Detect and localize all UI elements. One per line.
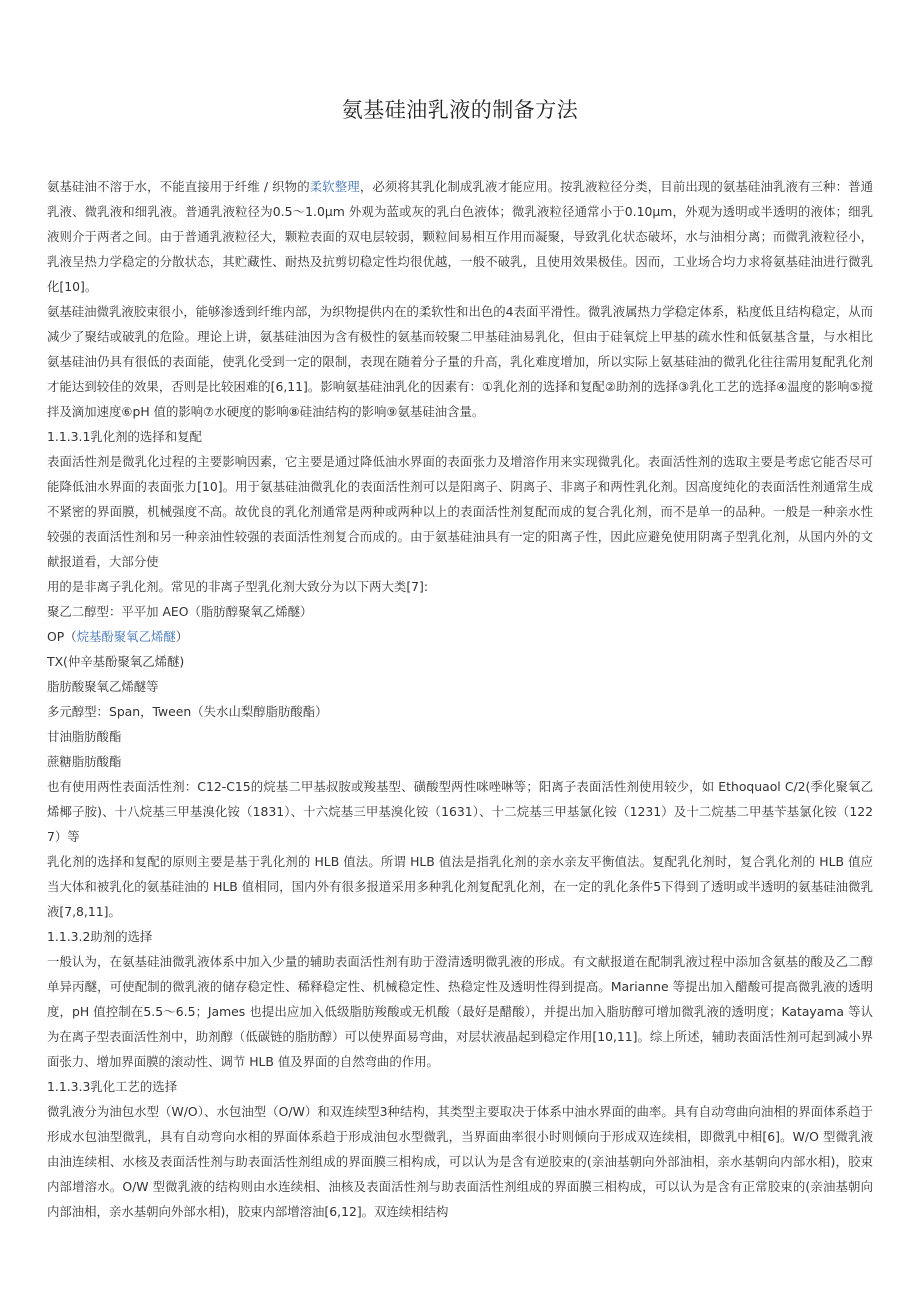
paragraph-intro-text-after: ，必须将其乳化制成乳液才能应用。按乳液粒径分类，目前出现的氨基硅油乳液有三种：普通乳液、微乳液和细乳液。普通乳液粒径为0.5～1.0μm 外观为蓝或灰的乳白色液体；微乳液粒径通常小于0.10μm，外观为透明或半透明的液体；细乳液则介于两者之间。由于普通乳液粒径大，颗粒表面的双电层较弱，颗粒间易相互作用而凝聚，导致乳化状态破坏，水与油相分离；而微乳液粒径小，乳液呈热力学稳定的分散状态，其贮藏性、耐热及抗剪切稳定性均很优越，一般不破乳，且使用效果极佳。因而，工业场合均力求将氨基硅油进行微乳化[10]。 bbox=[47, 179, 874, 294]
paragraph-intro-text-before: 氨基硅油不溶于水，不能直接用于纤维 / 织物的 bbox=[47, 179, 310, 194]
paragraph-auxiliary: 一般认为，在氨基硅油微乳液体系中加入少量的辅助表面活性剂有助于澄清透明微乳液的形成。有文献报道在配制乳液过程中添加含氨基的酸及乙二醇单异丙醚，可使配制的微乳液的储存稳定性、稀释稳定性、机械稳定性、热稳定性及透明性得到提高。Marianne 等提出加入醋酸可提高微乳液的透明度，pH 值控制在5.5～6.5；James 也提出应加入低级脂肪羧酸或无机酸（最好是醋酸），并提出加入脂肪醇可增加微乳液的透明度；Katayama 等认为在离子型表面活性剂中，助剂醇（低碳链的脂肪醇）可以使界面易弯曲，对层状液晶起到稳定作用[10,11]。综上所述，辅助表面活性剂可起到减小界面张力、增加界面膜的滚动性、调节 HLB 值及界面的自然弯曲的作用。 bbox=[47, 954, 873, 1069]
list-item-glycerol: 甘油脂肪酸酯 bbox=[47, 729, 122, 744]
paragraph-amphoteric: 也有使用两性表面活性剂：C12-C15的烷基二甲基叔胺或羧基型、磺酸型两性咪唑啉等；阳离子表面活性剂使用较少，如 Ethoquaol C/2(季化聚氧乙烯椰子胺)、十八烷基三甲基溴化铵（1831）、十六烷基三甲基溴化铵（1631）、十二烷基三甲基氯化铵（1231）及十二烷基二甲基苄基氯化铵（1227）等 bbox=[47, 779, 873, 844]
link-softening-finish[interactable]: 柔软整理 bbox=[309, 179, 360, 194]
list-item-polyol: 多元醇型：Span，Tween（失水山梨醇脂肪酸酯） bbox=[47, 704, 328, 719]
section-heading-1-1-3-3: 1.1.3.3乳化工艺的选择 bbox=[47, 1079, 178, 1094]
list-item-sucrose: 蔗糖脂肪酸酯 bbox=[47, 754, 122, 769]
list-item-peg: 聚乙二醇型：平平加 AEO（脂肪醇聚氧乙烯醚） bbox=[47, 604, 313, 619]
section-heading-1-1-3-2: 1.1.3.2助剂的选择 bbox=[47, 929, 153, 944]
paragraph-microemulsion: 氨基硅油微乳液胶束很小，能够渗透到纤维内部，为织物提供内在的柔软性和出色的4表面平滑性。微乳液属热力学稳定体系，粘度低且结构稳定，从而减少了聚结或破乳的危险。理论上讲，氨基硅油因为含有极性的氨基而较聚二甲基硅油易乳化，但由于硅氧烷上甲基的疏水性和低氨基含量，与水相比氨基硅油仍具有很低的表面能，使乳化受到一定的限制，表现在随着分子量的升高，乳化难度增加，所以实际上氨基硅油的微乳化往往需用复配乳化剂才能达到较佳的效果，否则是比较困难的[6,11]。影响氨基硅油乳化的因素有：①乳化剂的选择和复配②助剂的选择③乳化工艺的选择④温度的影响⑤搅拌及滴加速度⑥pH 值的影响⑦水硬度的影响⑧硅油结构的影响⑨氨基硅油含量。 bbox=[47, 304, 873, 419]
paragraph-process: 微乳液分为油包水型（W/O）、水包油型（O/W）和双连续型3种结构，其类型主要取决于体系中油水界面的曲率。具有自动弯曲向油相的界面体系趋于形成水包油型微乳，具有自动弯向水相的界面体系趋于形成油包水型微乳，当界面曲率很小时则倾向于形成双连续相，即微乳中相[6]。W/O 型微乳液由油连续相、水核及表面活性剂与助表面活性剂组成的界面膜三相构成，可以认为是含有逆胶束的(亲油基朝向外部油相，亲水基朝向内部水相)，胶束内部增溶水。O/W 型微乳液的结构则由水连续相、油核及表面活性剂与助表面活性剂组成的界面膜三相构成，可以认为是含有正常胶束的(亲油基朝向内部油相，亲水基朝向外部水相)，胶束内部增溶油[6,12]。双连续相结构 bbox=[47, 1104, 873, 1219]
list-item-tx: TX(仲辛基酚聚氧乙烯醚) bbox=[47, 654, 185, 669]
list-item-op-text-after: ） bbox=[175, 629, 189, 644]
paragraph-intro bbox=[47, 174, 873, 299]
document-body bbox=[47, 174, 873, 1224]
document-title: 氨基硅油乳液的制备方法 bbox=[341, 98, 579, 122]
paragraph-hlb: 乳化剂的选择和复配的原则主要是基于乳化剂的 HLB 值法。所谓 HLB 值法是指乳化剂的亲水亲友平衡值法。复配乳化剂时，复合乳化剂的 HLB 值应当大体和被乳化的氨基硅油的 HLB 值相同，国内外有很多报道采用多种乳化剂复配乳化剂，在一定的乳化条件5下得到了透明或半透明的氨基硅油微乳液[7,8,11]。 bbox=[47, 854, 873, 919]
section-heading-1-1-3-1: 1.1.3.1乳化剂的选择和复配 bbox=[47, 429, 202, 444]
paragraph-nonionic-intro: 用的是非离子乳化剂。常见的非离子型乳化剂大致分为以下两大类[7]: bbox=[47, 579, 429, 594]
list-item-op-text-before: OP（ bbox=[47, 629, 77, 644]
list-item-fatty-acid: 脂肪酸聚氧乙烯醚等 bbox=[47, 679, 159, 694]
list-item-op bbox=[47, 624, 873, 649]
link-alkylphenol-ethoxylate[interactable]: 烷基酚聚氧乙烯醚 bbox=[76, 629, 176, 644]
paragraph-surfactant: 表面活性剂是微乳化过程的主要影响因素，它主要是通过降低油水界面的表面张力及增溶作用来实现微乳化。表面活性剂的选取主要是考虑它能否尽可能降低油水界面的表面张力[10]。用于氨基硅油微乳化的表面活性剂可以是阳离子、阴离子、非离子和两性乳化剂。因高度纯化的表面活性剂通常生成不紧密的界面膜，机械强度不高。故优良的乳化剂通常是两种或两种以上的表面活性剂复配而成的复合乳化剂，而不是单一的品种。一般是一种亲水性较强的表面活性剂和另一种亲油性较强的表面活性剂复合而成的。由于氨基硅油具有一定的阳离子性，因此应避免使用阴离子型乳化剂，从国内外的文献报道看，大部分使 bbox=[47, 454, 873, 569]
